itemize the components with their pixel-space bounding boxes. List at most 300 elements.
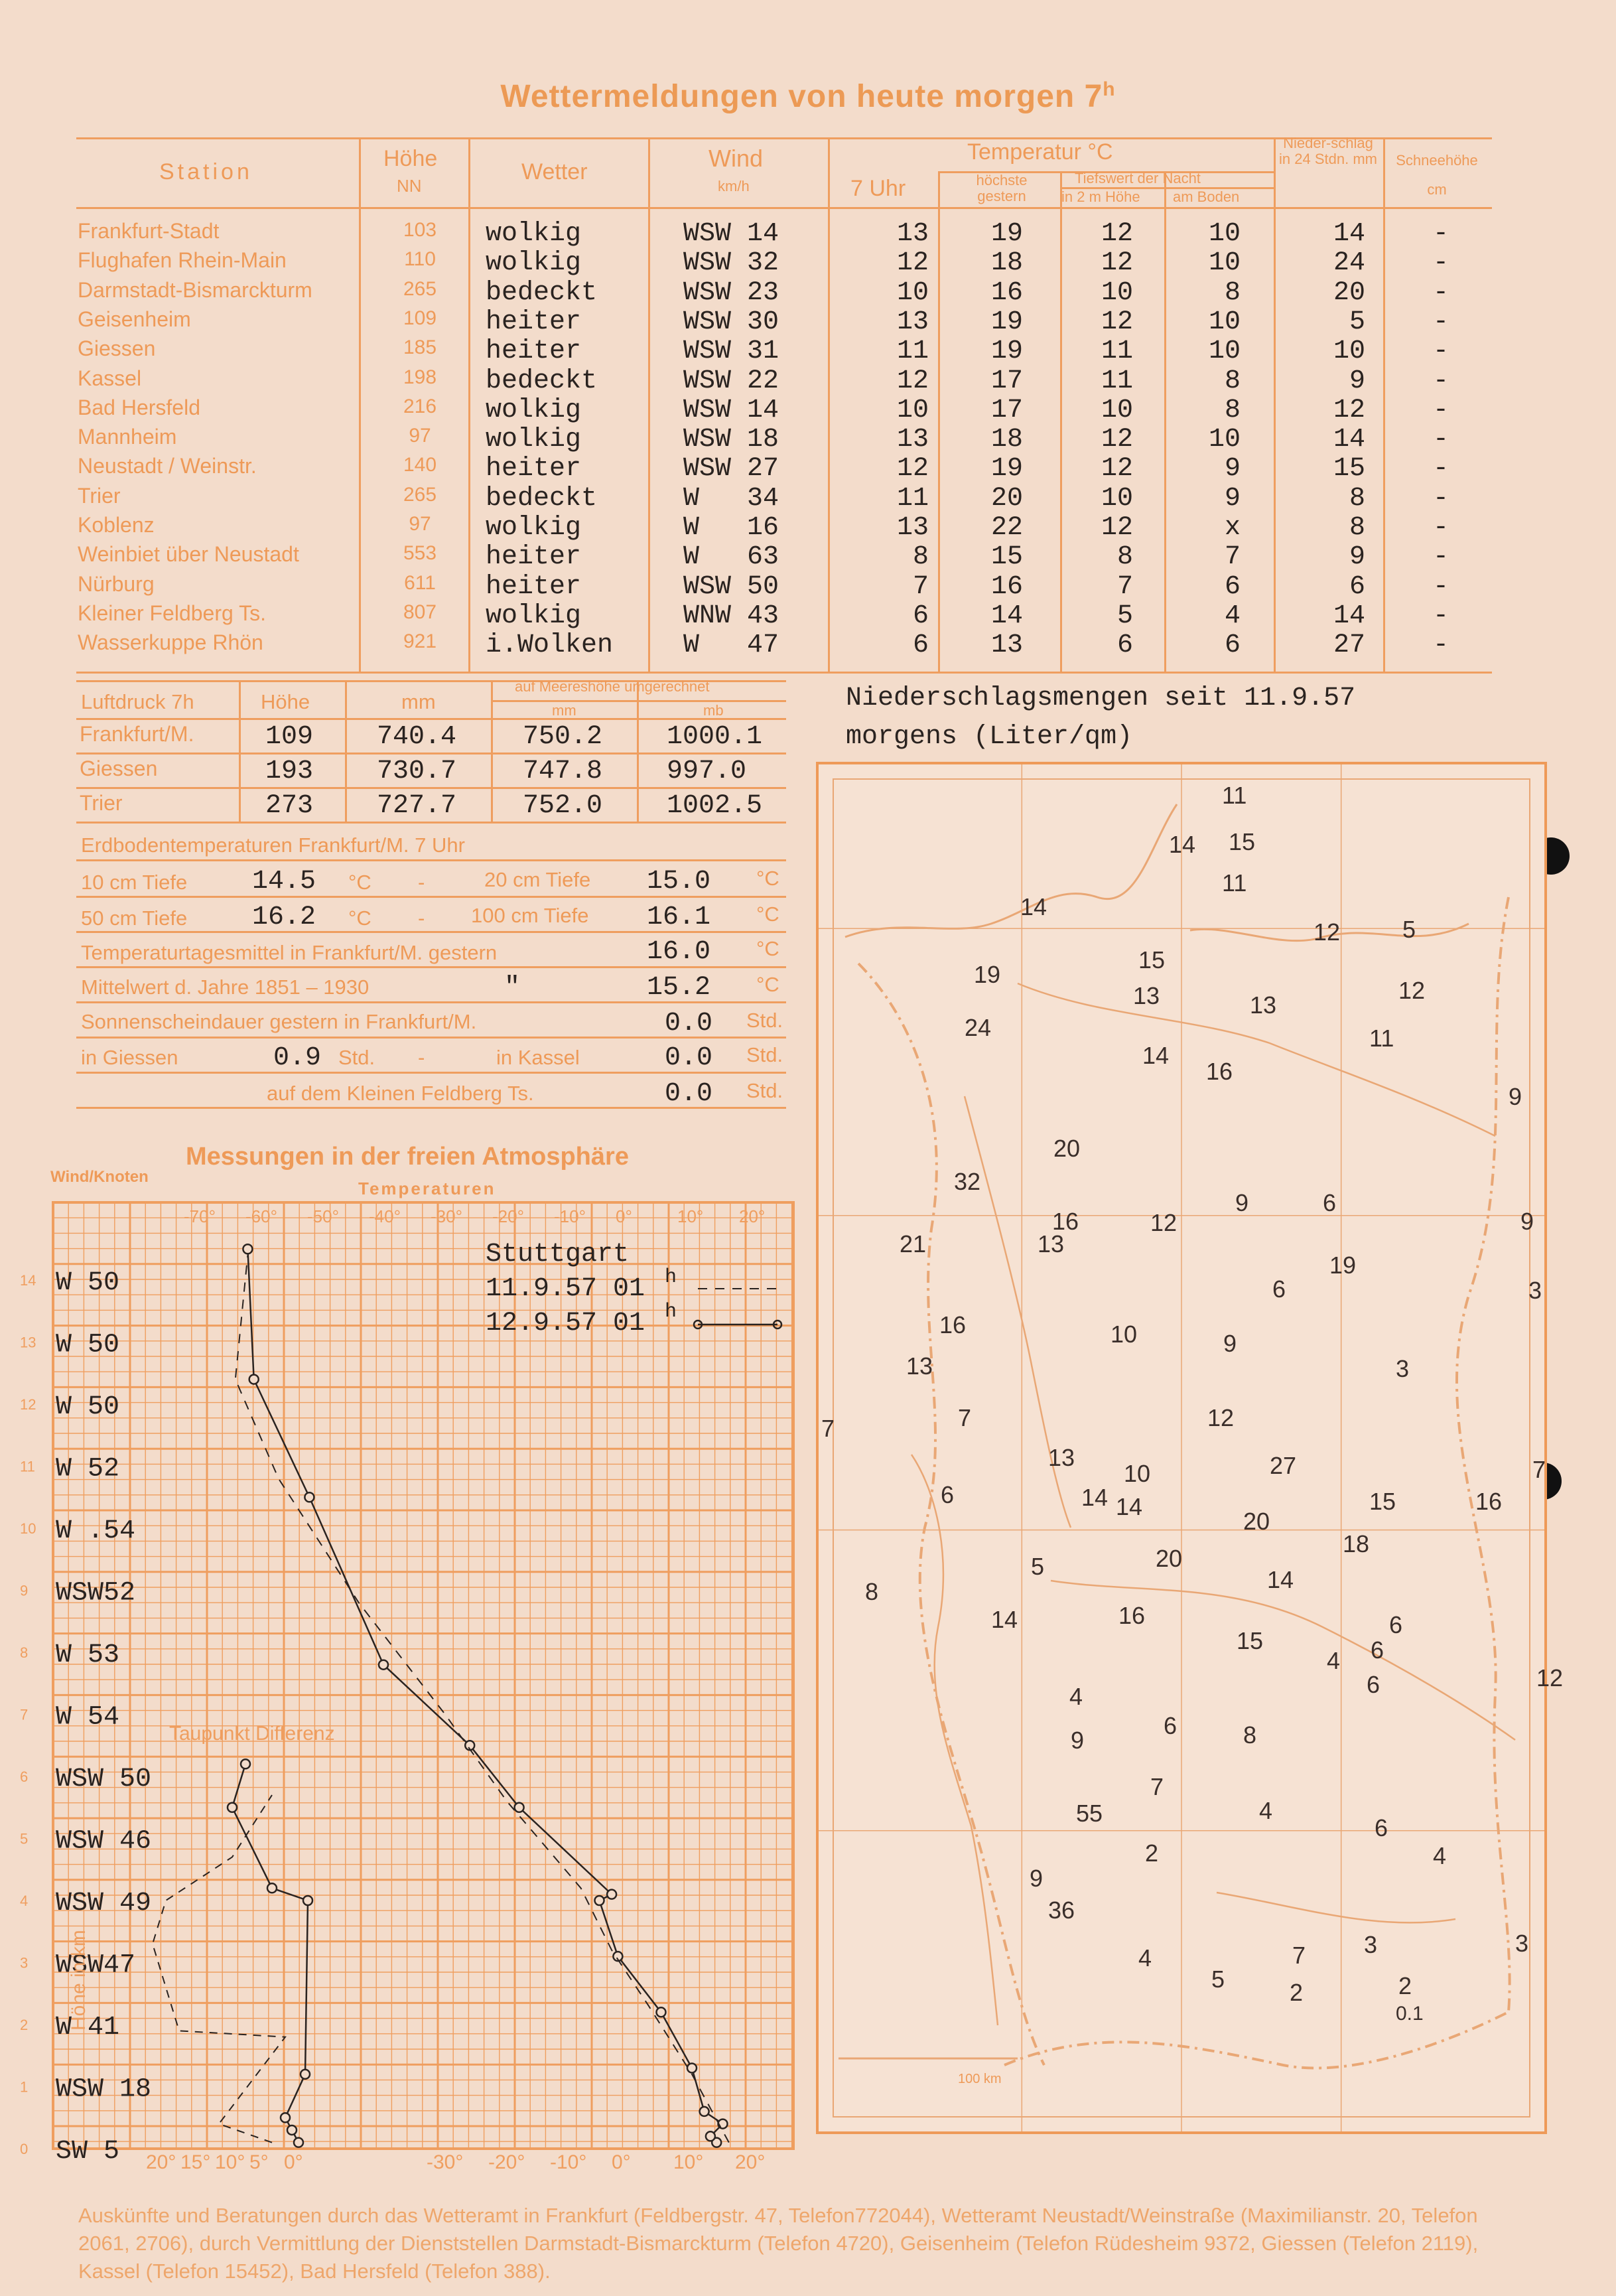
luftdruck-mb: 1002.5: [667, 791, 763, 821]
km-tick: 10: [20, 1520, 36, 1537]
top-tick: -40°: [369, 1206, 401, 1226]
km-tick: 13: [20, 1334, 36, 1351]
station-tbod: 10: [1208, 425, 1241, 455]
sonne-kassel: 0.0: [665, 1043, 713, 1073]
temp-point: [607, 1890, 616, 1899]
precip-value: 9: [1509, 1083, 1522, 1110]
precip-value: 4: [1069, 1683, 1083, 1710]
chart-frame: [53, 1202, 793, 2149]
top-tick: -70°: [184, 1206, 216, 1226]
precip-value: 13: [1038, 1230, 1065, 1257]
station-t7: 11: [896, 336, 929, 367]
station-wetter: heiter: [486, 307, 582, 337]
station-wetter: wolkig: [486, 219, 582, 249]
station-station: Giessen: [78, 336, 156, 361]
station-tbod: 8: [1224, 277, 1241, 308]
station-t7: 12: [896, 454, 929, 484]
page-title: Wettermeldungen von heute morgen 7$^h$: [500, 78, 1116, 114]
luftdruck-mm: 727.7: [377, 791, 457, 821]
precip-value: 32: [954, 1168, 981, 1195]
temp-point: [515, 1803, 524, 1812]
km-tick: 2: [20, 2017, 29, 2033]
west-border: [858, 964, 1044, 2065]
station-t7: 7: [912, 571, 929, 602]
station-schnee: -: [1433, 219, 1449, 249]
precip-value: 13: [1250, 991, 1277, 1019]
station-tmax: 15: [990, 542, 1023, 573]
station-nied: 27: [1333, 630, 1365, 661]
station-wind: W 63: [683, 542, 779, 573]
station-t2m: 7: [1116, 571, 1133, 602]
map-title-1: Niederschlagsmengen seit 11.9.57: [846, 683, 1356, 713]
station-t7: 8: [912, 542, 929, 573]
station-tmax: 22: [990, 513, 1023, 543]
precip-value: 5: [1031, 1553, 1045, 1580]
station-wetter: wolkig: [486, 395, 582, 425]
wind-value: WSW 50: [56, 1764, 152, 1794]
bottom-tick: 10°: [673, 2151, 704, 2173]
station-hoehe: 110: [404, 248, 436, 271]
station-wind: WSW 32: [683, 248, 779, 279]
temp-point: [687, 2063, 697, 2072]
precip-value: 4: [1259, 1797, 1273, 1824]
station-station: Kleiner Feldberg Ts.: [78, 601, 266, 625]
tagesmittel-label: Temperaturtagesmittel in Frankfurt/M. gestern: [81, 941, 498, 964]
station-schnee: -: [1433, 248, 1449, 279]
precip-value: 2: [1145, 1839, 1159, 1867]
map-title-2: morgens (Liter/qm): [846, 722, 1133, 752]
precip-value: 10: [1111, 1321, 1138, 1348]
unit: °C: [756, 973, 779, 996]
bottom-tick: -10°: [550, 2151, 587, 2173]
station-hoehe: 97: [409, 513, 431, 535]
luftdruck-meer-header: auf Meereshöhe umgerechnet: [515, 678, 710, 695]
station-wind: W 34: [683, 483, 779, 514]
station-tbod: 10: [1208, 219, 1241, 249]
luftdruck-ort: Giessen: [80, 756, 158, 780]
station-wind: W 16: [683, 513, 779, 543]
luftdruck-hoehe: 273: [265, 791, 314, 821]
station-wind: WSW 22: [683, 366, 779, 396]
wind-value: SW 5: [56, 2137, 120, 2167]
station-tbod: 6: [1224, 571, 1241, 602]
taupunkt-tick: 5°: [249, 2151, 269, 2173]
precip-value: 16: [939, 1311, 967, 1338]
station-schnee: -: [1433, 307, 1449, 337]
precip-value: 11: [1222, 782, 1247, 809]
station-tbod: 10: [1208, 307, 1241, 337]
l10: 10 cm Tiefe: [81, 871, 188, 894]
hoehe-label: Höhe in km: [68, 1930, 90, 2031]
precip-value: 24: [965, 1014, 992, 1041]
l20: 20 cm Tiefe: [484, 868, 591, 891]
precip-value: 20: [1156, 1545, 1183, 1572]
station-hoehe: 103: [403, 219, 437, 241]
station-wetter: bedeckt: [486, 483, 598, 514]
top-tick: -20°: [492, 1206, 524, 1226]
precip-value: 9: [1235, 1189, 1249, 1216]
station-nied: 14: [1333, 601, 1365, 631]
precip-value: 36: [1048, 1897, 1075, 1924]
wind-value: WSW47: [56, 1950, 136, 1981]
station-t7: 13: [896, 425, 929, 455]
precip-value: 7: [1292, 1942, 1306, 1969]
v10: 14.5: [252, 867, 316, 897]
header-nn: NN: [397, 176, 422, 196]
precip-value: 4: [1138, 1944, 1152, 1972]
top-tick: -30°: [431, 1206, 462, 1226]
std: Std.: [746, 1009, 783, 1032]
sonne-giessen: 0.9: [273, 1043, 322, 1073]
precip-value: 27: [1270, 1452, 1297, 1479]
tagesmittel: 16.0: [647, 937, 711, 967]
station-schnee: -: [1433, 395, 1449, 425]
station-tmax: 19: [990, 336, 1023, 367]
top-tick: -50°: [307, 1206, 339, 1226]
header-wind: Wind: [708, 145, 764, 172]
station-nied: 9: [1349, 542, 1365, 573]
station-t2m: 8: [1116, 542, 1133, 573]
top-tick: -60°: [245, 1206, 277, 1226]
station-nied: 8: [1349, 513, 1365, 543]
header-schnee: Schneehöhe cm: [1396, 152, 1478, 198]
luftdruck-mb: 997.0: [667, 756, 747, 786]
station-tbod: 9: [1224, 483, 1241, 514]
wind-value: WSW52: [56, 1578, 136, 1609]
station-tbod: 8: [1224, 395, 1241, 425]
wind-value: W 50: [56, 1330, 120, 1360]
station-nied: 15: [1333, 454, 1365, 484]
station-hoehe: 109: [403, 307, 437, 329]
precip-value: 7: [821, 1415, 835, 1442]
unit: °C: [756, 937, 779, 960]
precip-value: 11: [1222, 869, 1247, 897]
precip-value: 6: [941, 1481, 955, 1508]
header-temperatur: Temperatur °C: [967, 139, 1113, 165]
l100: 100 cm Tiefe: [471, 904, 589, 927]
dewpoint-point: [228, 1803, 237, 1812]
temp-point: [249, 1375, 259, 1384]
luftdruck-ort: Trier: [80, 791, 123, 815]
temp-point: [243, 1244, 252, 1254]
dewpoint-line: [232, 1764, 308, 2142]
wind-value: W 50: [56, 1392, 120, 1422]
precip-value: 55: [1076, 1800, 1103, 1827]
precip-value: 14: [1267, 1566, 1294, 1593]
luftdruck-meer-mb: mb: [703, 702, 724, 719]
station-station: Neustadt / Weinstr.: [78, 454, 257, 478]
station-hoehe: 97: [409, 425, 431, 447]
precip-value: 6: [1375, 1814, 1388, 1841]
station-nied: 14: [1333, 425, 1365, 455]
station-t2m: 12: [1101, 248, 1133, 279]
station-station: Bad Hersfeld: [78, 395, 200, 419]
v100: 16.1: [647, 902, 711, 932]
temp-point: [379, 1660, 388, 1670]
station-tbod: 10: [1208, 248, 1241, 279]
station-tbod: 7: [1224, 542, 1241, 573]
header-wetter: Wetter: [521, 159, 588, 184]
station-tbod: 10: [1208, 336, 1241, 367]
bottom-tick: 0°: [612, 2151, 631, 2173]
atmosphere-chart: [0, 0, 823, 2190]
erdboden-title: Erdbodentemperaturen Frankfurt/M. 7 Uhr: [81, 833, 465, 857]
unit: °C: [348, 906, 371, 930]
station-t7: 6: [912, 601, 929, 631]
station-wetter: i.Wolken: [486, 630, 614, 661]
km-tick: 1: [20, 2078, 29, 2096]
station-t7: 13: [896, 513, 929, 543]
precip-value: 9: [1071, 1727, 1085, 1754]
station-wind: WSW 23: [683, 277, 779, 308]
station-hoehe: 553: [403, 542, 437, 565]
precip-value: 19: [974, 961, 1001, 988]
wind-value: W 53: [56, 1640, 120, 1670]
station-t7: 12: [896, 366, 929, 396]
temp-point: [700, 2107, 709, 2116]
header-7uhr: 7 Uhr: [850, 176, 906, 201]
precip-value: 12: [1207, 1404, 1235, 1431]
precip-value: 14: [1116, 1493, 1143, 1520]
station-station: Koblenz: [78, 513, 155, 537]
station-station: Nürburg: [78, 571, 155, 596]
taupunkt-tick: 10°: [215, 2151, 245, 2173]
precip-value: 4: [1327, 1647, 1341, 1674]
precip-value: 9: [1223, 1330, 1237, 1357]
precip-value: 13: [1048, 1444, 1075, 1471]
station-wetter: heiter: [486, 454, 582, 484]
precip-value: 12: [1536, 1664, 1564, 1691]
station-t7: 11: [896, 483, 929, 514]
station-wetter: wolkig: [486, 248, 582, 279]
luftdruck-hoehe: 193: [265, 756, 314, 786]
station-tmax: 19: [990, 307, 1023, 337]
station-nied: 5: [1349, 307, 1365, 337]
station-tbod: x: [1224, 513, 1241, 543]
precip-value: 0.1: [1396, 2003, 1424, 2025]
station-wind: WSW 27: [683, 454, 779, 484]
luftdruck-mmm: 752.0: [523, 791, 603, 821]
station-wetter: wolkig: [486, 601, 582, 631]
station-hoehe: 921: [403, 630, 437, 653]
station-t7: 10: [896, 395, 929, 425]
top-tick: 20°: [739, 1206, 766, 1226]
precip-value: 4: [1433, 1842, 1447, 1869]
footer-note: Auskünfte und Beratungen durch das Wetteramt in Frankfurt (Feldbergstr. 47, Telefon772044), Wetteramt Neustadt/Weinstraße (Maximilianstr. 20, Telefon 2061, 2706), durch Vermittlung der Dienststellen Darmstadt-Bismarckturm (Telefon 4720), Geisenheim (Telefon Rüdesheim 9372, Giessen (Telefon 2119), Kassel (Telefon 15452), Bad Hersfeld (Telefon 388).: [78, 2204, 1479, 2283]
precip-value: 14: [1081, 1484, 1109, 1511]
precip-value: 13: [906, 1352, 933, 1380]
station-t7: 12: [896, 248, 929, 279]
precip-value: 3: [1396, 1355, 1410, 1382]
station-t7: 13: [896, 219, 929, 249]
taupunkt-tick: 0°: [284, 2151, 303, 2173]
km-tick: 9: [20, 1582, 29, 1599]
station-station: Mannheim: [78, 425, 177, 449]
std: Std.: [746, 1079, 783, 1102]
top-tick: 10°: [677, 1206, 704, 1226]
station-nied: 6: [1349, 571, 1365, 602]
km-tick: 6: [20, 1768, 29, 1785]
header-tiefswert: Tiefswert der Nacht: [1075, 170, 1201, 186]
south-border: [1004, 2012, 1509, 2068]
station-wetter: heiter: [486, 571, 582, 602]
precip-value: 14: [1020, 893, 1047, 920]
station-station: Frankfurt-Stadt: [78, 219, 220, 243]
dewpoint-point: [267, 1883, 277, 1893]
station-t2m: 12: [1101, 454, 1133, 484]
luftdruck-hoehe-header: Höhe: [261, 690, 310, 713]
km-tick: 5: [20, 1830, 29, 1847]
station-t7: 13: [896, 307, 929, 337]
station-station: Wasserkuppe Rhön: [78, 630, 263, 655]
precip-value: 6: [1323, 1189, 1337, 1216]
precip-value: 16: [1052, 1208, 1079, 1235]
station-tmax: 13: [990, 630, 1023, 661]
station-t2m: 5: [1116, 601, 1133, 631]
precip-value: 6: [1164, 1712, 1178, 1739]
dewpoint-point: [294, 2138, 303, 2147]
precip-value: 11: [1369, 1025, 1394, 1052]
station-hoehe: 807: [403, 601, 437, 623]
station-tmax: 18: [990, 248, 1023, 279]
station-tmax: 18: [990, 425, 1023, 455]
station-tmax: 17: [990, 395, 1023, 425]
precip-value: 7: [958, 1404, 972, 1431]
precip-value: 20: [1243, 1508, 1270, 1535]
km-tick: 4: [20, 1893, 29, 1909]
station-t7: 6: [912, 630, 929, 661]
bottom-tick: 20°: [735, 2151, 766, 2173]
station-station: Kassel: [78, 366, 142, 390]
giessen-label: in Giessen: [81, 1046, 178, 1069]
station-schnee: -: [1433, 336, 1449, 367]
station-schnee: -: [1433, 425, 1449, 455]
dewpoint-dashed: [153, 1795, 285, 2143]
station-t2m: 12: [1101, 513, 1133, 543]
taupunkt-tick: 20°: [146, 2151, 176, 2173]
precip-value: 12: [1150, 1209, 1178, 1236]
precip-value: 12: [1313, 918, 1341, 946]
precip-value: 6: [1389, 1611, 1403, 1638]
wind-value: WSW 49: [56, 1889, 152, 1918]
km-tick: 11: [20, 1458, 35, 1475]
precip-value: 21: [900, 1230, 927, 1257]
temp-line-11-9: [236, 1256, 729, 2143]
station-station: Darmstadt-Bismarckturm: [78, 277, 312, 302]
station-wetter: wolkig: [486, 425, 582, 455]
dewpoint-point: [241, 1759, 250, 1768]
sonne-label: Sonnenscheindauer gestern in Frankfurt/M.: [81, 1010, 477, 1033]
temp-point: [304, 1492, 314, 1502]
station-hoehe: 140: [403, 454, 437, 476]
luftdruck-mm: 740.4: [377, 722, 457, 752]
wind-value: W .54: [56, 1516, 136, 1546]
station-wind: WNW 43: [683, 601, 779, 631]
km-tick: 0: [20, 2141, 29, 2157]
station-t2m: 11: [1101, 336, 1133, 367]
wind-value: WSW 18: [56, 2074, 152, 2105]
km-tick: 3: [20, 1954, 29, 1972]
station-schnee: -: [1433, 483, 1449, 514]
luftdruck-ort: Frankfurt/M.: [80, 722, 194, 746]
station-t2m: 10: [1101, 483, 1133, 514]
temp-point: [657, 2007, 666, 2017]
precip-value: 2: [1398, 1972, 1412, 1999]
legend-line1: 11.9.57 01: [486, 1274, 645, 1304]
station-nied: 9: [1349, 366, 1365, 396]
wind-value: W 50: [56, 1268, 120, 1298]
station-wetter: bedeckt: [486, 366, 598, 396]
precip-value: 20: [1053, 1135, 1081, 1162]
luftdruck-mm: 730.7: [377, 756, 457, 786]
station-tbod: 9: [1224, 454, 1241, 484]
dewpoint-point: [281, 2113, 290, 2122]
station-tmax: 14: [990, 601, 1023, 631]
precip-value: 15: [1237, 1627, 1264, 1654]
header-hoehe: Höhe: [383, 146, 438, 171]
east-border: [1457, 897, 1510, 2012]
station-t7: 10: [896, 277, 929, 308]
taupunkt-tick: 15°: [180, 2151, 211, 2173]
header-2m: in 2 m Höhe: [1061, 188, 1140, 205]
station-station: Trier: [78, 483, 121, 508]
danube: [1217, 1893, 1455, 1922]
precip-value: 8: [1243, 1721, 1257, 1749]
station-tmax: 19: [990, 219, 1023, 249]
station-station: Flughafen Rhein-Main: [78, 248, 287, 273]
precip-value: 15: [1138, 946, 1166, 973]
precip-value: 5: [1211, 1966, 1225, 1993]
station-wetter: heiter: [486, 542, 582, 573]
mittel-label: Mittelwert d. Jahre 1851 – 1930: [81, 975, 370, 999]
dewpoint-point: [287, 2125, 297, 2135]
precip-value: 16: [1118, 1602, 1146, 1629]
station-t2m: 11: [1101, 366, 1133, 396]
station-wind: WSW 18: [683, 425, 779, 455]
legend-h: h: [665, 1301, 677, 1323]
station-hoehe: 611: [404, 571, 436, 594]
precip-value: 19: [1329, 1252, 1357, 1279]
temp-point: [595, 1896, 604, 1905]
header-niederschlag: Nieder-schlag in 24 Stdn. mm: [1279, 135, 1377, 167]
station-nied: 14: [1333, 219, 1365, 249]
precip-value: 2: [1290, 1979, 1304, 2006]
station-t2m: 12: [1101, 307, 1133, 337]
station-wind: W 47: [683, 630, 779, 661]
dewpoint-point: [301, 2070, 310, 2079]
legend-line2: 12.9.57 01: [486, 1309, 645, 1338]
station-wetter: wolkig: [486, 513, 582, 543]
scale-label: 100 km: [958, 2072, 1002, 2086]
luftdruck-mmm: 750.2: [523, 722, 603, 752]
precip-value: 6: [1367, 1671, 1380, 1698]
station-wind: WSW 50: [683, 571, 779, 602]
precip-value: 7: [1150, 1773, 1164, 1800]
top-tick: -10°: [554, 1206, 586, 1226]
precip-value: 14: [1169, 831, 1196, 858]
header-hoechste: höchste gestern: [976, 172, 1028, 204]
precip-value: 18: [1343, 1530, 1370, 1557]
station-hoehe: 265: [403, 277, 437, 300]
atmos-title: Messungen in der freien Atmosphäre: [186, 1143, 629, 1171]
station-t2m: 12: [1101, 425, 1133, 455]
station-hoehe: 185: [403, 336, 437, 359]
precip-value: 16: [1206, 1058, 1233, 1085]
km-tick: 7: [20, 1706, 29, 1723]
precip-value: 8: [865, 1578, 879, 1605]
station-tmax: 16: [990, 571, 1023, 602]
precip-value: 15: [1229, 828, 1256, 855]
